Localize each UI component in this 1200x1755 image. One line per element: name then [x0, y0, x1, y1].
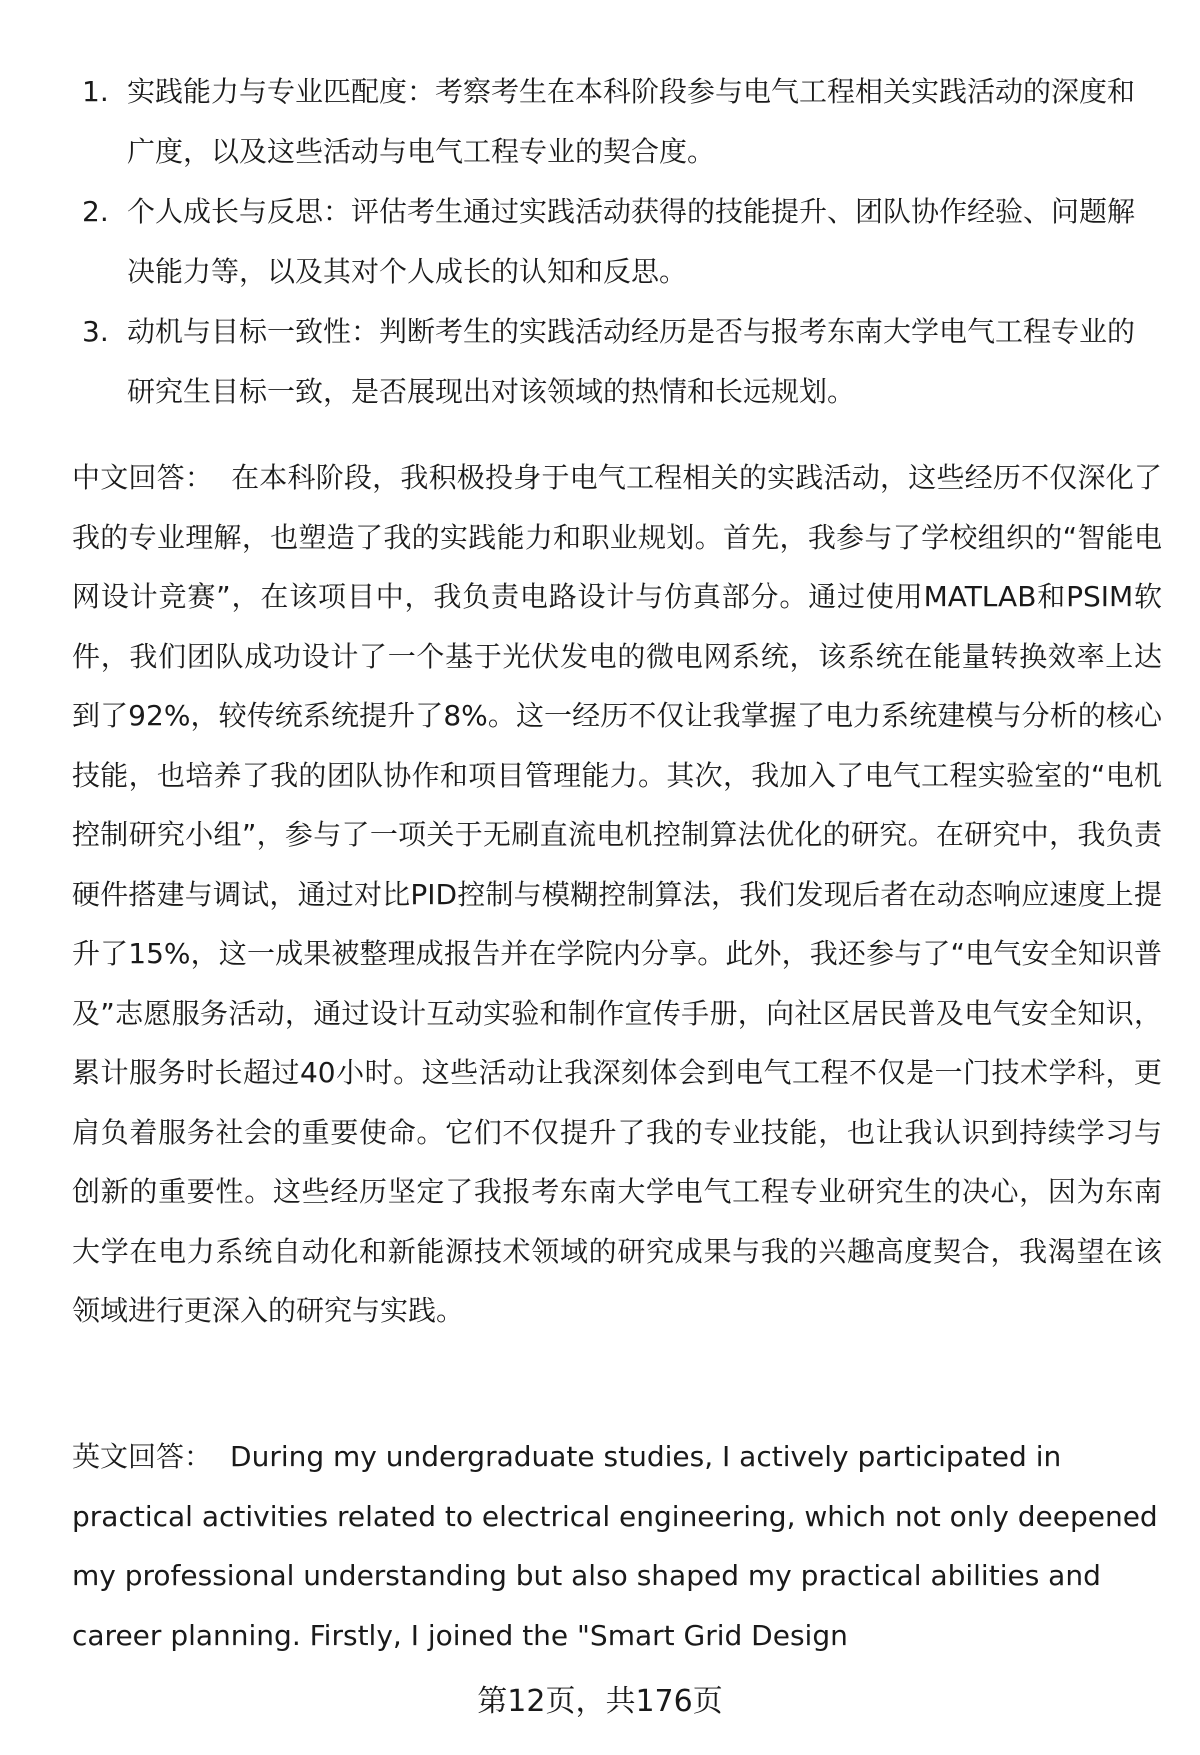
criteria-text: 个人成长与反思：评估考生通过实践活动获得的技能提升、团队协作经验、问题解决能力等，以及其对个人成长的认知和反思。: [127, 195, 1136, 288]
chinese-answer-label: 中文回答：: [72, 461, 214, 494]
english-answer-label: 英文回答：: [72, 1440, 213, 1473]
criteria-item: [82, 302, 1152, 422]
page-number: 第12页，共176页: [477, 1684, 723, 1719]
criteria-number: 3.: [82, 315, 109, 348]
criteria-text: 实践能力与专业匹配度：考察考生在本科阶段参与电气工程相关实践活动的深度和广度，以及这些活动与电气工程专业的契合度。: [127, 75, 1136, 168]
criteria-list: [82, 62, 1152, 422]
criteria-text: 动机与目标一致性：判断考生的实践活动经历是否与报考东南大学电气工程专业的研究生目标一致，是否展现出对该领域的热情和长远规划。: [127, 315, 1136, 408]
english-answer: [72, 1427, 1162, 1665]
chinese-answer: [72, 448, 1162, 1341]
english-answer-text: During my undergraduate studies, I actively participated in practical activities related to electrical engineering, which not only deepened my professional understanding but also shaped my practical abilities and career planning. Firstly, I joined the "Smart Grid Design: [72, 1440, 1158, 1652]
chinese-answer-text: 在本科阶段，我积极投身于电气工程相关的实践活动，这些经历不仅深化了我的专业理解，也塑造了我的实践能力和职业规划。首先，我参与了学校组织的“智能电网设计竞赛”，在该项目中，我负责电路设计与仿真部分。通过使用MATLAB和PSIM软件，我们团队成功设计了一个基于光伏发电的微电网系统，该系统在能量转换效率上达到了92%，较传统系统提升了8%。这一经历不仅让我掌握了电力系统建模与分析的核心技能，也培养了我的团队协作和项目管理能力。其次，我加入了电气工程实验室的“电机控制研究小组”，参与了一项关于无刷直流电机控制算法优化的研究。在研究中，我负责硬件搭建与调试，通过对比PID控制与模糊控制算法，我们发现后者在动态响应速度上提升了15%，这一成果被整理成报告并在学院内分享。此外，我还参与了“电气安全知识普及”志愿服务活动，通过设计互动实验和制作宣传手册，向社区居民普及电气安全知识，累计服务时长超过40小时。这些活动让我深刻体会到电气工程不仅是一门技术学科，更肩负着服务社会的重要使命。它们不仅提升了我的专业技能，也让我认识到持续学习与创新的重要性。这些经历坚定了我报考东南大学电气工程专业研究生的决心，因为东南大学在电力系统自动化和新能源技术领域的研究成果与我的兴趣高度契合，我渴望在该领域进行更深入的研究与实践。: [72, 461, 1162, 1327]
criteria-item: [82, 182, 1152, 302]
criteria-number: 2.: [82, 195, 109, 228]
criteria-item: [82, 62, 1152, 182]
criteria-number: 1.: [82, 75, 109, 108]
